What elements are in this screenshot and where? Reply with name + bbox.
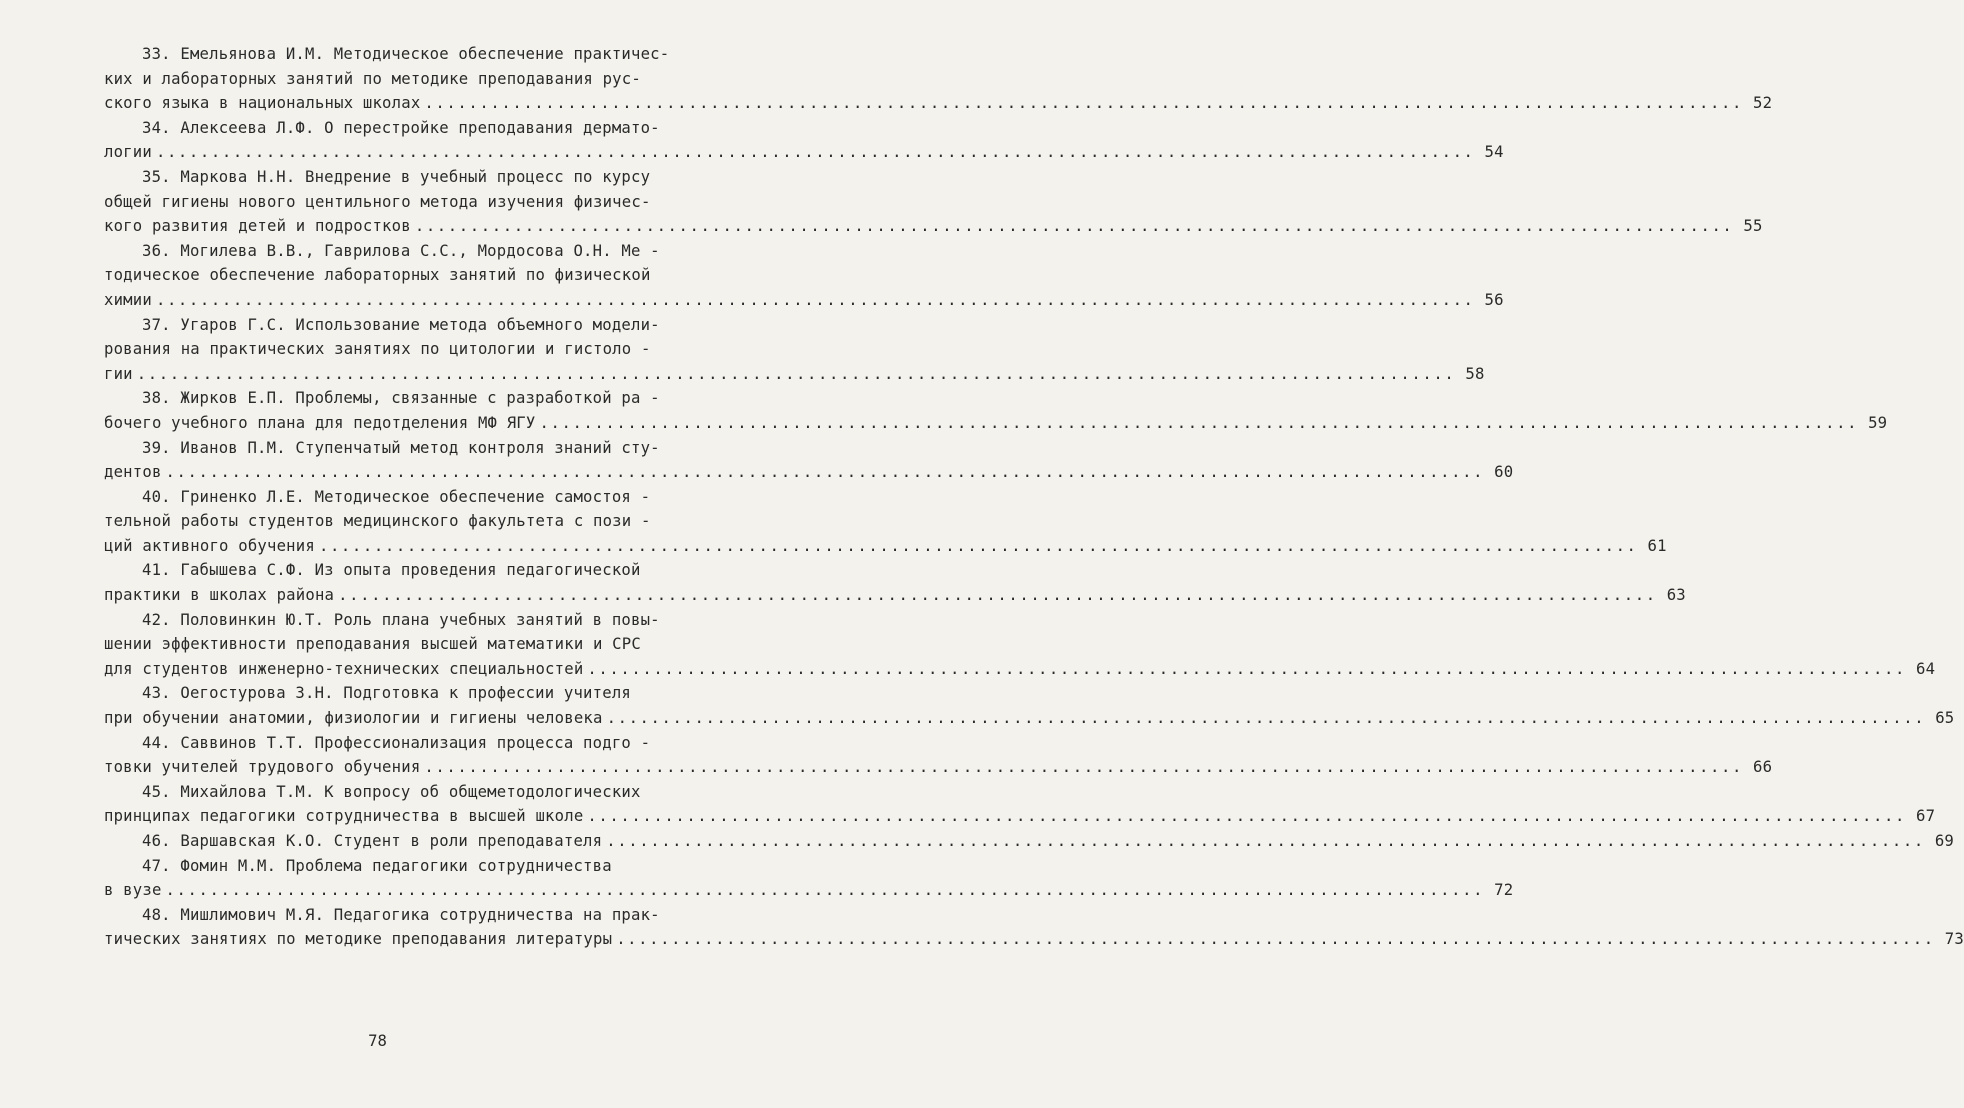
toc-entry-text: практики в школах района [104, 586, 335, 605]
toc-entry-line [104, 681, 730, 706]
toc-entry-line [104, 927, 1964, 952]
toc-entry-line [104, 42, 730, 67]
toc-entry-line [104, 362, 1485, 387]
toc-page-number: 56 [1484, 290, 1504, 309]
toc-entry-line [104, 263, 730, 288]
toc-entry-text: 34. Алексеева Л.Ф. О перестройке преподавания дермато- [142, 118, 660, 137]
toc-entry-line [104, 313, 730, 338]
toc-entry-line [104, 436, 730, 461]
toc-entry-text: 45. Михайлова Т.М. К вопросу об общеметодологических [142, 782, 641, 801]
toc-entry [104, 681, 1955, 730]
toc-page-number: 63 [1666, 586, 1686, 605]
toc-entry-line [104, 485, 730, 510]
toc-entry [104, 829, 1955, 854]
toc-entry-line [104, 190, 730, 215]
toc-entry-line [104, 116, 730, 141]
toc-entry [104, 903, 1964, 952]
toc-entry-text: рования на практических занятиях по цитологии и гистоло - [104, 340, 651, 359]
dot-leader: ........................................................................................................................ [165, 881, 1485, 900]
toc-entry-text: в вузе [104, 881, 162, 900]
toc-entry-text: 42. Половинкин Ю.Т. Роль плана учебных занятий в повы- [142, 610, 660, 629]
toc-entry-line [104, 878, 1514, 903]
toc-entry-text: химии [104, 290, 152, 309]
toc-entry [104, 608, 1936, 682]
toc-entry [104, 165, 1763, 239]
toc-entry [104, 780, 1936, 829]
toc-page-number: 65 [1935, 709, 1955, 728]
toc-page-number: 59 [1868, 413, 1888, 432]
toc-entry-text: 33. Емельянова И.М. Методическое обеспечение практичес- [142, 45, 670, 63]
toc-entry-text: 35. Маркова Н.Н. Внедрение в учебный процесс по курсу [142, 167, 651, 186]
toc-entry-text: 44. Саввинов Т.Т. Профессионализация процесса подго - [142, 733, 651, 752]
toc-entry-line [104, 239, 730, 264]
toc-entry-text: принципах педагогики сотрудничества в высшей школе [104, 807, 584, 826]
toc-entry-line [104, 411, 1888, 436]
toc-entry [104, 854, 1514, 903]
toc-entry [104, 42, 1773, 116]
toc-entry-text: для студентов инженерно-технических специальностей [104, 659, 584, 678]
toc-entry-text: 39. Иванов П.М. Ступенчатый метод контроля знаний сту- [142, 438, 660, 457]
toc-entry-text: 36. Могилева В.В., Гаврилова С.С., Мордосова О.Н. Ме - [142, 241, 660, 260]
toc-entry-line [104, 534, 1667, 559]
toc-entry [104, 313, 1485, 387]
dot-leader: ........................................................................................................................ [318, 536, 1638, 555]
toc-entry-text: бочего учебного плана для педотделения МФ ЯГУ [104, 413, 536, 432]
toc-entry-text: 43. Оегостурова З.Н. Подготовка к профессии учителя [142, 684, 631, 703]
dot-leader: ........................................................................................................................ [165, 463, 1485, 482]
toc-entry-line [104, 804, 1936, 829]
toc-entry-text: гии [104, 364, 133, 383]
toc-entry-line [104, 460, 1514, 485]
dot-leader: ........................................................................................................................ [587, 659, 1907, 678]
toc-entry-text: 48. Мишлимович М.Я. Педагогика сотрудничества на прак- [142, 905, 660, 924]
toc-page-number: 55 [1743, 217, 1763, 236]
toc-entry-text: 40. Гриненко Л.Е. Методическое обеспечение самостоя - [142, 487, 651, 506]
toc-entry-line [104, 509, 730, 534]
toc-page-number: 66 [1753, 758, 1773, 777]
toc-entry [104, 485, 1667, 559]
toc-entry-line [104, 854, 730, 879]
toc-entry-text: ких и лабораторных занятий по методике преподавания рус- [104, 69, 641, 88]
toc-entry-text: 47. Фомин М.М. Проблема педагогики сотрудничества [142, 856, 612, 875]
toc-entry-line [104, 731, 730, 756]
toc-entry [104, 116, 1504, 165]
dot-leader: ........................................................................................................................ [424, 94, 1744, 113]
toc-entry-text: тельной работы студентов медицинского факультета с пози - [104, 512, 651, 531]
toc-page-number: 72 [1494, 881, 1514, 900]
toc-entry-line [104, 583, 1686, 608]
page-number: 78 [368, 1032, 387, 1050]
toc-entry-text: 37. Угаров Г.С. Использование метода объемного модели- [142, 315, 660, 334]
toc-entry-line [104, 608, 730, 633]
toc-entry [104, 386, 1888, 435]
toc-page-number: 54 [1484, 143, 1504, 162]
toc-page-number: 52 [1753, 94, 1773, 113]
toc-entry [104, 731, 1773, 780]
dot-leader: ........................................................................................................................ [414, 217, 1734, 236]
dot-leader: ........................................................................................................................ [155, 290, 1475, 309]
toc-page-number: 64 [1916, 659, 1936, 678]
toc-entry-line [104, 214, 1763, 239]
dot-leader: ........................................................................................................................ [539, 413, 1859, 432]
toc-entry-text: тодическое обеспечение лабораторных занятий по физической [104, 266, 651, 285]
toc-entry-text: товки учителей трудового обучения [104, 758, 421, 777]
dot-leader: ........................................................................................................................ [606, 832, 1925, 850]
toc-entry-text: ций активного обучения [104, 536, 315, 555]
toc-entry-line [104, 91, 1773, 116]
toc-entry-text: 41. Габышева С.Ф. Из опыта проведения педагогической [142, 561, 641, 580]
toc-entry-line [104, 67, 730, 92]
toc-entry-text: при обучении анатомии, физиологии и гигиены человека [104, 709, 603, 728]
toc-entry-line [104, 755, 1773, 780]
toc-entry-line [104, 140, 1504, 165]
toc-entry-line [104, 829, 1955, 854]
toc-entry-text: 38. Жирков Е.П. Проблемы, связанные с разработкой ра - [142, 389, 660, 408]
toc-entry [104, 558, 1686, 607]
toc-page-number: 69 [1934, 832, 1955, 850]
toc-entry [104, 436, 1514, 485]
toc-entry-line [104, 780, 730, 805]
toc-page-number: 73 [1944, 930, 1964, 949]
toc-entry-line [104, 632, 730, 657]
dot-leader: ........................................................................................................................ [338, 586, 1657, 605]
dot-leader: ........................................................................................................................ [606, 709, 1926, 728]
toc-entry-text: кого развития детей и подростков [104, 217, 411, 236]
toc-page-number: 67 [1916, 807, 1936, 826]
toc-page-number: 61 [1647, 536, 1667, 555]
toc-entry-text: ского языка в национальных школах [104, 94, 421, 113]
toc-page-number: 60 [1494, 463, 1514, 482]
toc-entry-line [104, 165, 730, 190]
dot-leader: ........................................................................................................................ [424, 758, 1744, 777]
toc-entry-line [104, 706, 1955, 731]
toc-entry-text: 46. Варшавская К.О. Студент в роли преподавателя [142, 832, 603, 850]
toc-entry-line [104, 657, 1936, 682]
toc-entry-line [104, 903, 730, 928]
toc-entry-line [104, 558, 730, 583]
toc-entry-text: тических занятиях по методике преподавания литературы [104, 930, 613, 949]
toc-entry [104, 239, 1504, 313]
toc-entry-line [104, 337, 730, 362]
table-of-contents [104, 42, 1964, 952]
toc-entry-text: шении эффективности преподавания высшей математики и СРС [104, 635, 641, 654]
toc-entry-text: дентов [104, 463, 162, 482]
toc-entry-text: общей гигиены нового центильного метода изучения физичес- [104, 192, 651, 211]
toc-page-number: 58 [1465, 364, 1485, 383]
dot-leader: ........................................................................................................................ [136, 364, 1456, 383]
toc-entry-line [104, 386, 730, 411]
toc-entry-line [104, 288, 1504, 313]
dot-leader: ........................................................................................................................ [587, 807, 1907, 826]
toc-entry-text: логии [104, 143, 152, 162]
dot-leader: ........................................................................................................................ [616, 930, 1935, 949]
dot-leader: ........................................................................................................................ [155, 143, 1475, 162]
